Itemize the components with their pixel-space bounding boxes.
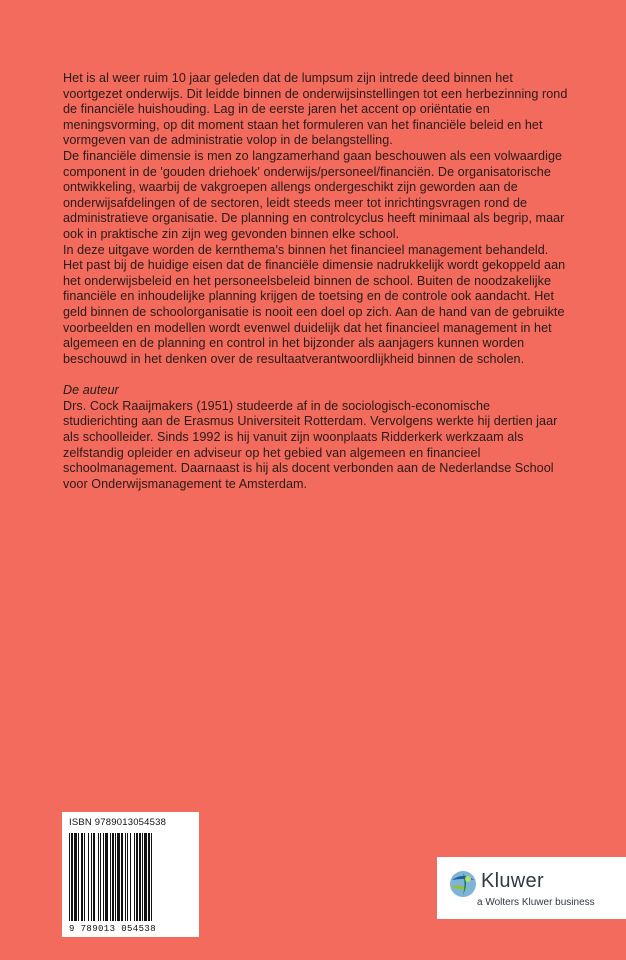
barcode-digits: 9 789013 054538 [69, 924, 157, 934]
author-bio: Drs. Cock Raaijmakers (1951) studeerde af in de sociologisch-economische studierichting aan de Erasmus Universiteit Rotterdam. Vervolgens werkte hij dertien jaar als schoolleider. Sinds 1992 is hij vanuit zijn woonplaats Ridderkerk werkzaam als zelfstandig opleider en adviseur op het gebied van algemeen en financieel schoolmanagement. Daarnaast is hij als docent verbonden aan de Nederlandse School voor Onderwijsmanagement te Amsterdam. [63, 398, 558, 491]
barcode-bar [127, 833, 128, 921]
barcode-bar [117, 833, 120, 921]
barcode-bar [103, 833, 104, 921]
barcode-bar [69, 833, 70, 921]
barcode-bar [134, 833, 135, 921]
barcode-bar [71, 833, 73, 921]
publisher-tagline: a Wolters Kluwer business [477, 897, 595, 908]
barcode-bar [84, 833, 85, 921]
barcode-bar [98, 833, 99, 921]
barcode-bar [144, 833, 147, 921]
author-heading: De auteur [63, 383, 119, 398]
barcode-bar [112, 833, 114, 921]
barcode-bar [125, 833, 126, 921]
barcode-bar [78, 833, 79, 921]
barcode-bar [88, 833, 89, 921]
barcode-bar [136, 833, 138, 921]
isbn-label: ISBN 9789013054538 [69, 817, 167, 828]
back-cover-text [63, 71, 568, 492]
barcode-bar [93, 833, 95, 921]
barcode-bar [130, 833, 131, 921]
barcode-bar [110, 833, 111, 921]
publisher-logo-panel [437, 857, 626, 919]
barcode-bar [100, 833, 101, 921]
barcode-image [69, 833, 191, 923]
barcode-bar [142, 833, 143, 921]
publisher-name: Kluwer [481, 870, 544, 892]
barcode-bar [105, 833, 108, 921]
kluwer-globe-icon [449, 870, 477, 898]
barcode-bar [151, 833, 152, 921]
intro-paragraph-1: Het is al weer ruim 10 jaar geleden dat de lumpsum zijn intrede deed binnen het voortgezet onderwijs. Dit leidde binnen de onderwijsinstellingen tot een herbezinning rond de financiële huishouding. Lag in de eerste jaren het accent op oriëntatie en meningsvorming, op dit moment staan het formuleren van het financiële beleid en het vormgeven van de administratie volop in de belangstelling. [63, 71, 568, 148]
barcode-bar [81, 833, 83, 921]
intro-paragraph-2: De financiële dimensie is men zo langzamerhand gaan beschouwen als een volwaardige component in de 'gouden driehoek' onderwijs/personeel/financiën. De organisatorische ontwikkeling, waarbij de vakgroepen allengs ondergeschikt zijn geworden aan de onderwijsafdelingen of de sectoren, leidt steeds meer tot inrichtingsvragen rond de administratieve organisatie. De planning en controlcyclus heeft minimaal als begrip, maar ook in praktische zin zijn weg gevonden binnen elke school. [63, 148, 565, 241]
barcode-bar [91, 833, 92, 921]
barcode-bar [139, 833, 141, 921]
barcode-bar [115, 833, 116, 921]
barcode-bar [148, 833, 150, 921]
barcode-bar [74, 833, 77, 921]
barcode-bar [121, 833, 123, 921]
paragraph-gap [63, 367, 568, 383]
isbn-barcode-panel [62, 812, 199, 937]
intro-paragraph-3: In deze uitgave worden de kernthema's binnen het financieel management behandeld. Het past bij de huidige eisen dat de financiële dimensie nadrukkelijk wordt gekoppeld aan het onderwijsbeleid en het personeelsbeleid binnen de school. Buiten de noodzakelijke financiële en inhoudelijke planning krijgen de toetsing en de controle ook aandacht. Het geld binnen de schoolorganisatie is nooit een doel op zich. Aan de hand van de gebruikte voorbeelden en modellen wordt evenwel duidelijk dat het financieel management in het algemeen en de planning en control in het bijzonder als aanjagers kunnen worden beschouwd in het denken over de resultaatverantwoordlijkheid binnen de scholen. [63, 242, 566, 366]
